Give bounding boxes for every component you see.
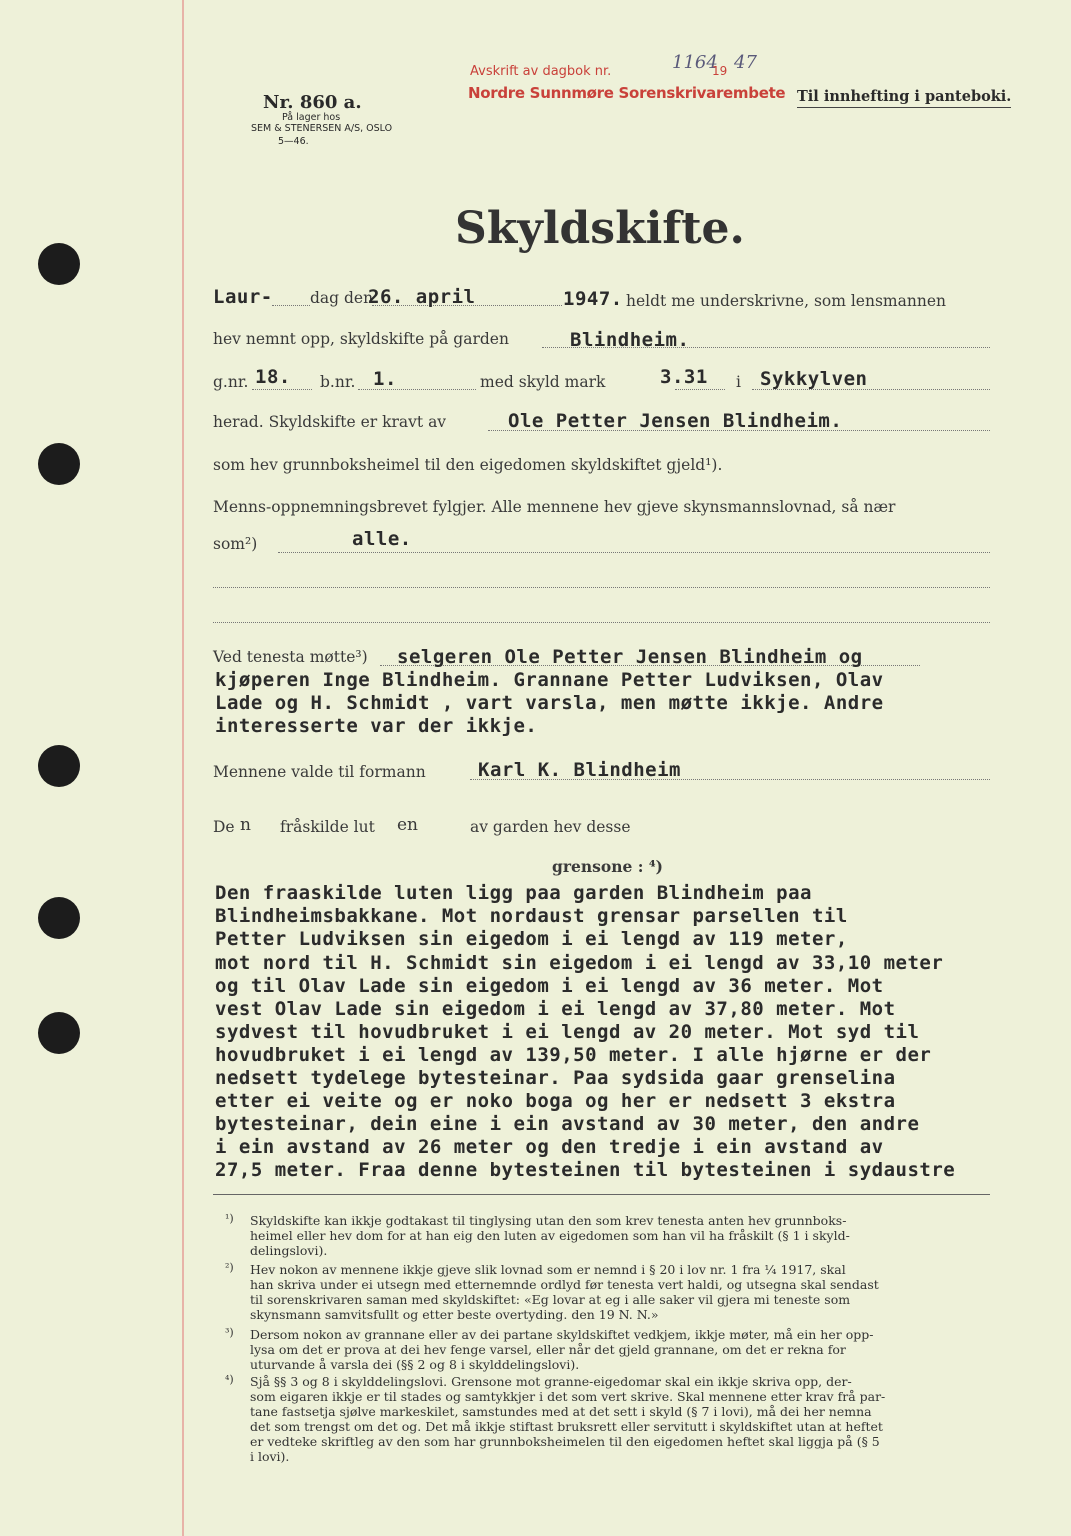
footnote-rule — [213, 1194, 990, 1195]
footnote-3: Dersom nokon av grannane eller av dei partane skyldskiftet vedkjem, ikkje møter, må ein her opp- lysa om det er prova at dei hev fenge varsel, eller når det gjeld grannane, om det er rekna for uturvande å varsla dei (§§ 2 og 8 i skylddelingslovi). — [250, 1327, 874, 1372]
label-ved-tenesta-motte: Ved tenesta møtte³) — [213, 648, 368, 666]
label-den: De — [213, 818, 235, 836]
municipality: Sykkylven — [760, 368, 868, 390]
label-lut-suffix: en — [397, 815, 419, 835]
boundary-line-1: Den fraaskilde luten ligg paa garden Blindheim paa — [215, 882, 812, 904]
form-publisher-line-1: På lager hos — [282, 112, 341, 123]
footnote-4: Sjå §§ 3 og 8 i skylddelingslovi. Grensone mot granne-eigedomar skal ein ikkje skriva opp, der- som eigaren ikkje er til stades og samtykkjer i det som vert skrive. Skal mennene etter krav frå par- tane fastsetja sjølve markeskilet, samstundes med at det sett i skyld (§ 7 i lovi), må dei her nemna det som trengst om det og. Det må ikkje stiftast bruksrett eller servitutt i skyldskiftet utan at heftet er vedteke skriftleg av den som har grunnboksheimelen til den eigedomen heftet skal liggja på (§ 5 i lovi). — [250, 1374, 886, 1464]
boundary-line-12: i ein avstand av 26 meter og den tredje i ein avstand av — [215, 1136, 884, 1158]
date-day-month: 26. april — [368, 286, 476, 308]
date-year: 1947. — [563, 288, 623, 310]
label-med-skyld-mark: med skyld mark — [480, 373, 606, 391]
boundary-line-5: og til Olav Lade sin eigedom i ei lengd av 36 meter. Mot — [215, 975, 884, 997]
label-skyldskifte-paa-garden: hev nemnt opp, skyldskifte på garden — [213, 330, 509, 348]
form-number: Nr. 860 a. — [263, 92, 362, 113]
journal-stamp-year-prefix: 19 — [712, 64, 728, 78]
label-heldt: heldt me underskrivne, som lensmannen — [626, 292, 946, 310]
boundary-line-4: mot nord til H. Schmidt sin eigedom i ei lengd av 33,10 meter — [215, 952, 944, 974]
journal-stamp-label: Avskrift av dagbok nr. — [470, 64, 612, 79]
label-herad-kravt-av: herad. Skyldskifte er kravt av — [213, 413, 447, 431]
bnr-value: 1. — [373, 368, 397, 390]
gnr-value: 18. — [255, 366, 291, 388]
form-publisher-line-2: SEM & STENERSEN A/S, OSLO — [251, 123, 393, 134]
oath-who: alle. — [352, 528, 412, 550]
skyld-value: 3.31 — [660, 366, 708, 388]
boundary-line-13: 27,5 meter. Fraa denne bytesteinen til bytesteinen i sydaustre — [215, 1159, 956, 1181]
margin-rule — [182, 0, 184, 1536]
footnote-3-marker: ³) — [225, 1326, 234, 1339]
farm-name: Blindheim. — [570, 329, 690, 351]
punch-hole — [38, 1012, 80, 1054]
requested-by: Ole Petter Jensen Blindheim. — [508, 410, 843, 432]
attendance-line-1: selgeren Ole Petter Jensen Blindheim og — [397, 646, 863, 668]
boundary-line-7: sydvest til hovudbruket i ei lengd av 20 meter. Mot syd til — [215, 1021, 920, 1043]
footnote-2: Hev nokon av mennene ikkje gjeve slik lovnad som er nemnd i § 20 i lov nr. 1 fra ¼ 1917, skal han skriva under ei utsegn med etternemnde ordlyd før tenesta vert haldi, og utsegna skal sendast til sorenskrivaren saman med skyldskiftet: «Eg lovar at eg i alle saker vil gjera mi teneste som skynsmann samvitsfullt og etter beste overtyding. den 19 N. N.» — [250, 1262, 879, 1322]
attendance-line-2: kjøperen Inge Blindheim. Grannane Petter Ludviksen, Olav — [215, 669, 884, 691]
punch-hole — [38, 745, 80, 787]
label-gnr: g.nr. — [213, 373, 249, 391]
boundary-line-3: Petter Ludviksen sin eigedom i ei lengd av 119 meter, — [215, 928, 848, 950]
attendance-line-4: interesserte var der ikkje. — [215, 715, 538, 737]
journal-stamp-year: 47 — [734, 52, 757, 73]
punch-hole — [38, 897, 80, 939]
label-den-suffix: n — [240, 815, 251, 835]
attendance-line-3: Lade og H. Schmidt , vart varsla, men møtte ikkje. Andre — [215, 692, 884, 714]
footnote-1: Skyldskifte kan ikkje godtakast til tinglysing utan den som krev tenesta anten hev grunnboks- heimel eller hev dom for at han eig den luten av eigedomen som han vil ha fråskilt (§ 1 i skyld- delingslovi). — [250, 1213, 850, 1258]
weekday-prefix: Laur- — [213, 286, 273, 308]
punch-hole — [38, 243, 80, 285]
label-som: som²) — [213, 535, 258, 553]
boundary-line-9: nedsett tydelege bytesteinar. Paa sydsida gaar grenselina — [215, 1067, 896, 1089]
boundary-line-8: hovudbruket i ei lengd av 139,50 meter. I alle hjørne er der — [215, 1044, 932, 1066]
label-i: i — [736, 373, 741, 391]
label-bnr: b.nr. — [320, 373, 356, 391]
punch-hole — [38, 443, 80, 485]
chairman: Karl K. Blindheim — [478, 759, 681, 781]
footnote-1-marker: ¹) — [225, 1212, 234, 1225]
boundary-line-11: bytesteinar, dein eine i ein avstand av 30 meter, den andre — [215, 1113, 920, 1135]
boundary-line-10: etter ei veite og er noko boga og her er nedsett 3 ekstra — [215, 1090, 896, 1112]
label-grensone: grensone : ⁴) — [552, 857, 663, 876]
filing-note: Til innhefting i panteboki. — [797, 88, 1011, 108]
label-av-garden-hev-desse: av garden hev desse — [470, 818, 631, 836]
footnote-4-marker: ⁴) — [225, 1373, 234, 1386]
label-dag-den: dag den — [310, 289, 374, 307]
boundary-line-2: Blindheimsbakkane. Mot nordaust grensar parsellen til — [215, 905, 848, 927]
boundary-line-6: vest Olav Lade sin eigedom i ei lengd av 37,80 meter. Mot — [215, 998, 896, 1020]
journal-stamp-office: Nordre Sunnmøre Sorenskrivarembete — [468, 84, 786, 102]
footnote-2-marker: ²) — [225, 1261, 234, 1274]
label-grunnboksheimel: som hev grunnboksheimel til den eigedomen skyldskiftet gjeld¹). — [213, 456, 723, 474]
label-fraskilde-lut: fråskilde lut — [280, 818, 375, 836]
label-formann: Mennene valde til formann — [213, 763, 426, 781]
label-menns-oppnemning: Menns-oppnemningsbrevet fylgjer. Alle mennene hev gjeve skynsmannslovnad, så nær — [213, 498, 896, 516]
journal-stamp-number: 1164 — [672, 52, 718, 73]
form-print-date: 5—46. — [278, 136, 309, 147]
document-title: Skyldskifte. — [455, 203, 745, 254]
